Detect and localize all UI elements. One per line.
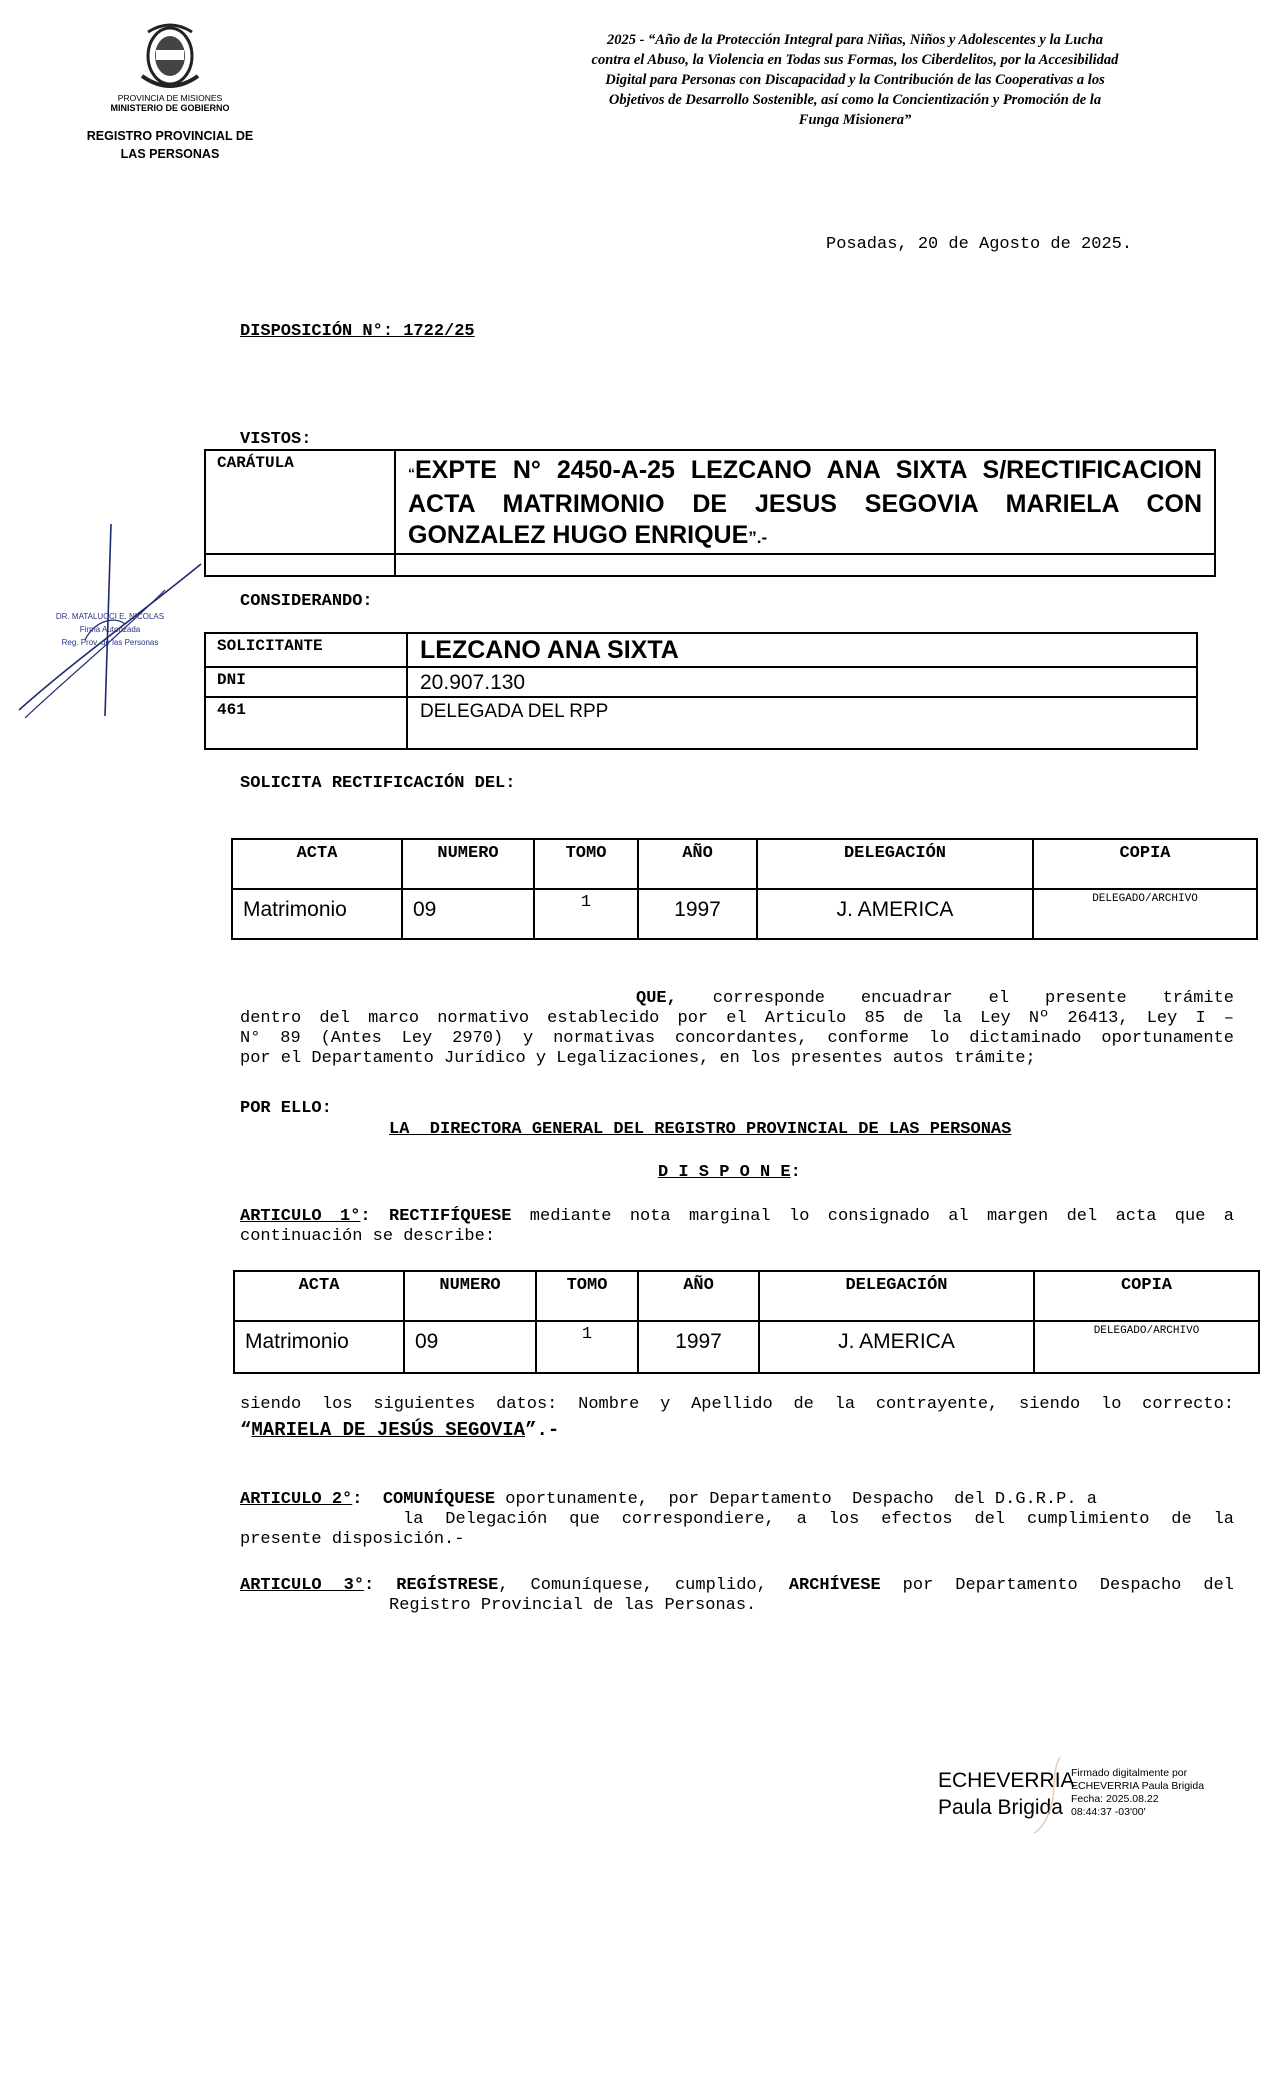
cell-copia	[1033, 889, 1257, 939]
header-cell	[638, 1271, 759, 1321]
article-1-line-1: mediante nota marginal lo consignado al margen del acta que a	[511, 1207, 1234, 1226]
header-cell	[759, 1271, 1034, 1321]
que-line-4: por el Departamento Jurídico y Legalizaciones, en los presentes autos trámite;	[240, 1049, 1036, 1068]
header-tomo: TOMO	[565, 844, 607, 863]
acta-copy: DELEGADO/ARCHIVO	[1093, 1325, 1200, 1337]
article-3-line-2: Registro Provincial de las Personas.	[389, 1596, 757, 1615]
header-tomo: TOMO	[566, 1276, 608, 1295]
year-motto	[535, 30, 1175, 130]
digital-signature-info	[1071, 1767, 1204, 1819]
que-paragraph	[240, 989, 1234, 1069]
signer-given-names: Paula Brigida	[938, 1796, 1063, 1819]
acta-number: 09	[415, 1330, 439, 1353]
signature-info-line: Firmado digitalmente por	[1071, 1767, 1188, 1779]
cell-copia	[1034, 1321, 1259, 1373]
header-cell	[404, 1271, 536, 1321]
disposition-number: DISPOSICIÓN N°: 1722/25	[240, 322, 475, 341]
signature-info-line: 08:44:37 -03'00'	[1071, 1806, 1146, 1818]
article-3	[240, 1576, 1234, 1616]
close-quote: ”.-	[748, 528, 768, 547]
dispone-word: D I S P O N E	[658, 1163, 791, 1182]
que-line-1: corresponde encuadrar el presente trámite	[712, 989, 1234, 1008]
open-quote: “	[240, 1419, 252, 1441]
header-ano: AÑO	[683, 1276, 714, 1295]
cell-numero	[404, 1321, 536, 1373]
article-3-line-1: por Departamento Despacho del	[880, 1576, 1234, 1595]
caratula-label: CARÁTULA	[217, 454, 294, 472]
header-cell	[232, 839, 402, 889]
applicant-label: SOLICITANTE	[217, 637, 323, 655]
applicant-table	[204, 632, 1198, 750]
article-1-label: ARTICULO 1°	[240, 1207, 361, 1226]
motto-line: 2025 - “Año de la Protección Integral para Niñas, Niños y Adolescentes y la Lucha	[606, 32, 1104, 48]
province-name: PROVINCIA DE MISIONES	[117, 93, 223, 103]
code-value-cell	[407, 697, 1197, 749]
article-1-line-2: continuación se describe:	[240, 1227, 496, 1246]
header-cell	[534, 839, 638, 889]
caratula-line-1: EXPTE N° 2450-A-25 LEZCANO ANA SIXTA S/RECTIFICACION	[415, 456, 1202, 484]
header-copia: COPIA	[1120, 1276, 1172, 1295]
article-1	[240, 1207, 1234, 1247]
acta-tomo: 1	[580, 893, 592, 912]
cell-ano	[638, 1321, 759, 1373]
article-2-line-1: oportunamente, por Departamento Despacho del D.G.R.P. a	[495, 1490, 1097, 1509]
motto-line: Funga Misionera”	[798, 112, 912, 128]
header-numero: NUMERO	[439, 1276, 501, 1295]
empty-cell	[395, 554, 1215, 576]
header-ano: AÑO	[682, 844, 713, 863]
code-label: 461	[217, 701, 246, 719]
close-quote: ”.-	[525, 1419, 560, 1441]
header-delegacion: DELEGACIÓN	[843, 844, 947, 863]
acta-type: Matrimonio	[245, 1330, 349, 1353]
dni-value-cell	[407, 667, 1197, 697]
stamp-line: Firma Autorizada	[79, 625, 141, 634]
article-2-line-2: la Delegación que correspondiere, a los efectos del cumplimiento de la	[403, 1510, 1234, 1529]
que-lead: QUE,	[636, 989, 677, 1008]
dni-value: 20.907.130	[420, 671, 526, 694]
authorized-signature-stamp	[55, 610, 165, 649]
caratula-line-3: GONZALEZ HUGO ENRIQUE	[408, 521, 749, 549]
dni-label: DNI	[217, 671, 246, 689]
article-1-verb: RECTIFÍQUESE	[389, 1207, 512, 1226]
cell-tomo	[534, 889, 638, 939]
cell-delegacion	[757, 889, 1033, 939]
article-2	[240, 1490, 1234, 1550]
cell-numero	[402, 889, 534, 939]
dispone-heading	[658, 1163, 801, 1183]
caratula-value-cell	[395, 450, 1215, 554]
signature-info-line: ECHEVERRIA Paula Brigida	[1071, 1780, 1205, 1792]
registry-name	[70, 127, 270, 163]
header-numero: NUMERO	[437, 844, 499, 863]
acta-year: 1997	[674, 898, 721, 921]
article-3-label: ARTICULO 3°	[240, 1576, 365, 1595]
que-line-3: N° 89 (Antes Ley 2970) y normativas concordantes, conforme lo dictaminado oportunamente	[240, 1029, 1234, 1048]
ministry-name: MINISTERIO DE GOBIERNO	[110, 103, 230, 113]
province-ministry-block	[80, 93, 260, 113]
cell-ano	[638, 889, 757, 939]
applicant-name: LEZCANO ANA SIXTA	[420, 636, 679, 664]
acta-year: 1997	[675, 1330, 722, 1353]
registry-line-2: LAS PERSONAS	[120, 147, 220, 161]
acta-table	[231, 838, 1258, 940]
caratula-line-2: ACTA MATRIMONIO DE JESUS SEGOVIA MARIELA CON	[408, 490, 1202, 518]
acta-tomo: 1	[581, 1325, 593, 1344]
caratula-label-cell	[205, 450, 395, 554]
date-line: Posadas, 20 de Agosto de 2025.	[826, 235, 1133, 254]
motto-line: Digital para Personas con Discapacidad y la Contribución de las Cooperativas a los	[605, 72, 1105, 88]
header-cell	[1033, 839, 1257, 889]
article-2-colon: :	[352, 1490, 363, 1509]
header-acta: ACTA	[298, 1276, 340, 1295]
motto-line: contra el Abuso, la Violencia en Todas sus Formas, los Ciberdelitos, por la Accesibilidad	[591, 52, 1119, 68]
header-cell	[536, 1271, 638, 1321]
applicant-value-cell	[407, 633, 1197, 667]
header-cell	[757, 839, 1033, 889]
directora-line: LA DIRECTORA GENERAL DEL REGISTRO PROVINCIAL DE LAS PERSONAS	[389, 1120, 1012, 1139]
registry-line-1: REGISTRO PROVINCIAL DE	[86, 129, 254, 143]
correction-line-1: siendo los siguientes datos: Nombre y Apellido de la contrayente, siendo lo correcto:	[240, 1395, 1234, 1414]
article-2-line-3: presente disposición.-	[240, 1530, 465, 1549]
header-cell	[234, 1271, 404, 1321]
vistos-label: VISTOS:	[240, 430, 312, 449]
header-cell	[1034, 1271, 1259, 1321]
cell-tomo	[536, 1321, 638, 1373]
header-delegacion: DELEGACIÓN	[845, 1276, 948, 1295]
table-row	[234, 1321, 1259, 1373]
cell-acta	[232, 889, 402, 939]
acta-delegation: J. AMERICA	[838, 1330, 955, 1353]
header-cell	[638, 839, 757, 889]
empty-cell	[205, 554, 395, 576]
header-acta: ACTA	[296, 844, 338, 863]
signer-surname: ECHEVERRIA	[938, 1769, 1075, 1792]
solicita-label: SOLICITA RECTIFICACIÓN DEL:	[240, 774, 516, 793]
stamp-line: DR. MATALUCCI E. NICOLAS	[55, 612, 165, 621]
considerando-label: CONSIDERANDO:	[240, 592, 373, 611]
article-2-verb: COMUNÍQUESE	[382, 1490, 496, 1509]
caratula-table	[204, 449, 1216, 577]
header-copia: COPIA	[1119, 844, 1171, 863]
open-quote: “	[408, 465, 415, 481]
applicant-label-cell	[205, 633, 407, 667]
article-3-colon: :	[364, 1576, 375, 1595]
acta-type: Matrimonio	[243, 898, 347, 921]
article-3-verb-1: REGÍSTRESE	[396, 1576, 499, 1595]
por-ello-label: POR ELLO:	[240, 1099, 332, 1118]
dispone-colon: :	[790, 1163, 801, 1182]
acta-delegation: J. AMERICA	[836, 898, 954, 921]
que-line-2: dentro del marco normativo establecido por el Articulo 85 de la Ley Nº 26413, Ley I –	[240, 1009, 1234, 1028]
article-2-label: ARTICULO 2°	[240, 1490, 353, 1509]
acta-number: 09	[413, 898, 437, 921]
signature-mark-icon	[1030, 1755, 1070, 1835]
dni-label-cell	[205, 667, 407, 697]
acta-table-2	[233, 1270, 1260, 1374]
cell-delegacion	[759, 1321, 1034, 1373]
correct-name: MARIELA DE JESÚS SEGOVIA	[251, 1419, 526, 1441]
province-crest-icon	[130, 22, 210, 94]
article-1-colon: :	[360, 1207, 371, 1226]
signature-info-line: Fecha: 2025.08.22	[1071, 1793, 1159, 1805]
acta-copy: DELEGADO/ARCHIVO	[1092, 893, 1198, 905]
code-value: DELEGADA DEL RPP	[420, 701, 609, 722]
motto-line: Objetivos de Desarrollo Sostenible, así como la Concientización y Promoción de la	[608, 92, 1102, 108]
table-row	[232, 889, 1257, 939]
article-3-verb-2: ARCHÍVESE	[788, 1576, 881, 1595]
article-3-mid: , Comuníquese, cumplido,	[498, 1576, 789, 1595]
cell-acta	[234, 1321, 404, 1373]
correction-paragraph	[240, 1395, 1234, 1445]
header-cell	[402, 839, 534, 889]
code-label-cell	[205, 697, 407, 749]
stamp-line: Reg. Prov. de las Personas	[61, 638, 159, 647]
